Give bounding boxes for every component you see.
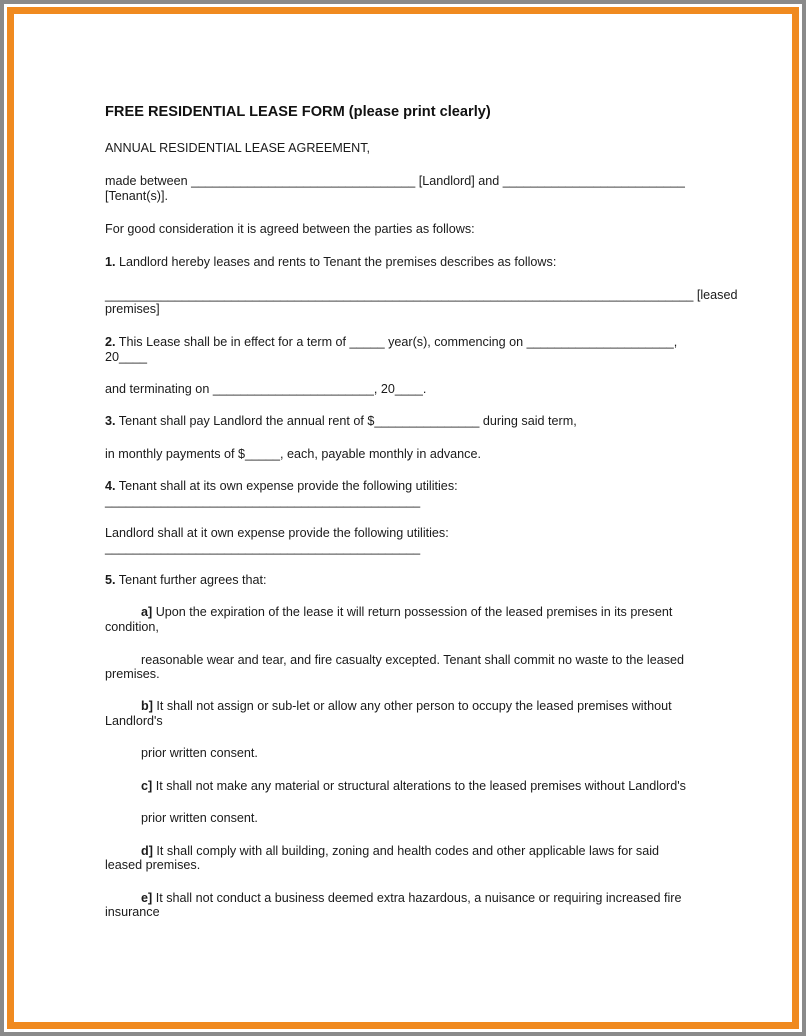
clause-d-text: It shall comply with all building, zoning and health codes and other applicable laws for said [152,844,660,858]
section-2 [105,335,677,350]
section-4-number: 4. [105,479,116,493]
clause-c-label: c] [141,779,153,793]
section-1-blank-line: ____________________________________________________________________________________ [leased [105,288,738,302]
clause-e-line2: insurance [105,905,160,919]
section-3 [105,414,577,429]
clause-d-line2: leased premises. [105,858,201,872]
made-between-tenants: [Tenant(s)]. [105,189,168,203]
section-4-tenant-line: _____________________________________________ [105,494,421,508]
clause-a [141,605,672,620]
clause-b-consent: prior written consent. [141,746,258,760]
clause-a-continued: reasonable wear and tear, and fire casualty excepted. Tenant shall commit no waste to the leased [141,653,685,667]
section-5 [105,573,267,588]
section-5-text: Tenant further agrees that: [115,573,267,587]
clause-c-text: It shall not make any material or structural alterations to the leased premises without Landlord's [152,779,686,793]
clause-b [141,699,672,714]
section-3-number: 3. [105,414,116,428]
clause-b-label: b] [141,699,153,713]
clause-b-text: It shall not assign or sub-let or allow any other person to occupy the leased premises without [152,699,672,713]
section-1-number: 1. [105,255,116,269]
clause-c [141,779,686,794]
clause-e-text: It shall not conduct a business deemed extra hazardous, a nuisance or requiring increased fire [152,891,682,905]
section-1 [105,255,556,270]
section-4-landlord: Landlord shall at it own expense provide the following utilities: [105,526,449,540]
clause-a-label: a] [141,605,153,619]
clause-a-line2: condition, [105,620,159,634]
section-4-text: Tenant shall at its own expense provide the following utilities: [115,479,458,493]
section-3-monthly: in monthly payments of $_____, each, payable monthly in advance. [105,447,481,461]
made-between-line: made between ________________________________ [Landlord] and __________________________ [105,174,685,188]
clause-d [141,844,659,859]
section-1-premises: premises] [105,302,160,316]
section-2-terminating: and terminating on _______________________, 20____. [105,382,427,396]
clause-c-consent: prior written consent. [141,811,258,825]
section-3-text: Tenant shall pay Landlord the annual rent of $_______________ during said term, [115,414,577,428]
clause-e [141,891,681,906]
clause-b-line2: Landlord's [105,714,163,728]
section-5-number: 5. [105,573,116,587]
section-2-year-line: 20____ [105,350,148,364]
section-2-text: This Lease shall be in effect for a term of _____ year(s), commencing on _____________________, [115,335,678,349]
section-4 [105,479,458,494]
clause-e-label: e] [141,891,153,905]
section-4-landlord-line: _____________________________________________ [105,541,421,555]
section-2-number: 2. [105,335,116,349]
section-1-text: Landlord hereby leases and rents to Tenant the premises describes as follows: [115,255,557,269]
document-subtitle: ANNUAL RESIDENTIAL LEASE AGREEMENT, [105,141,371,155]
clause-a-text: Upon the expiration of the lease it will return possession of the leased premises in its present [152,605,673,619]
document-title: FREE RESIDENTIAL LEASE FORM (please print clearly) [105,104,491,120]
consideration-text: For good consideration it is agreed between the parties as follows: [105,222,475,236]
clause-d-label: d] [141,844,153,858]
clause-a-continued-line2: premises. [105,667,160,681]
